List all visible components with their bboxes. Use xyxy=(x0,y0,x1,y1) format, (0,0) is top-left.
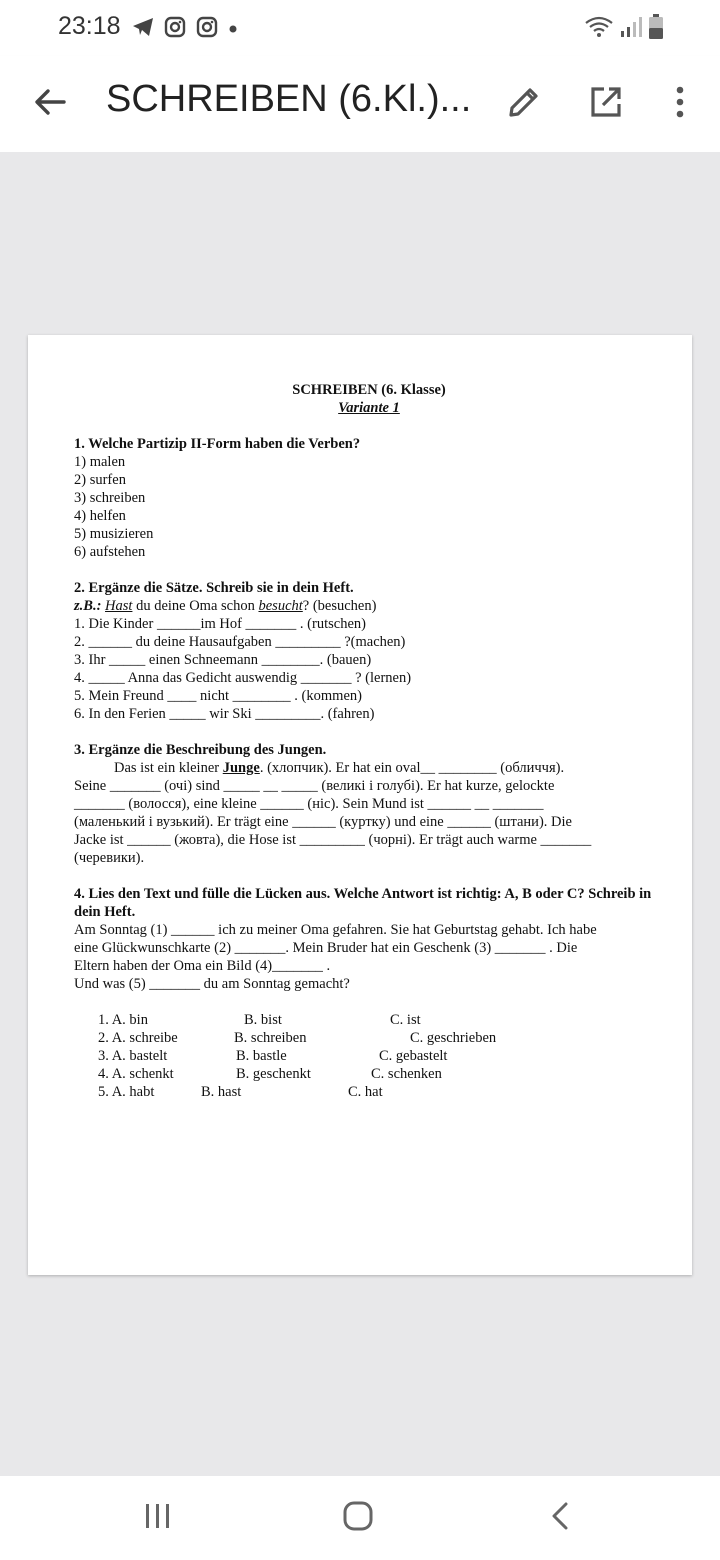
dot-icon xyxy=(228,21,238,39)
option-b: B. schreiben xyxy=(234,1030,307,1046)
list-item: 6. In den Ferien _____ wir Ski _________. (fahren) xyxy=(74,706,375,722)
home-icon xyxy=(342,1500,374,1537)
example-word1: Hast xyxy=(105,598,133,614)
task1-heading: 1. Welche Partizip II-Form haben die Verben? xyxy=(74,436,361,452)
task3-line: Jacke ist ______ (жовта), die Hose ist _________ (чорні). Er trägt auch warme _______ xyxy=(74,832,592,848)
document-page xyxy=(28,335,692,1275)
option-row xyxy=(74,1047,664,1065)
instagram-icon xyxy=(196,16,218,43)
recent-apps-icon xyxy=(143,1502,173,1535)
list-item: 1. Die Kinder ______im Hof _______ . (rutschen) xyxy=(74,616,366,632)
signal-icon xyxy=(620,15,642,44)
battery-icon xyxy=(648,14,664,45)
recent-apps-button[interactable] xyxy=(136,1498,180,1538)
open-external-icon xyxy=(589,85,623,124)
instagram-icon xyxy=(164,16,186,43)
worksheet-variant: Variante 1 xyxy=(338,400,400,416)
task3-line xyxy=(74,759,664,777)
option-row xyxy=(74,1065,664,1083)
back-arrow-icon xyxy=(34,88,66,121)
document-content xyxy=(74,381,664,1101)
document-title: SCHREIBEN (6.Kl.)... xyxy=(106,78,472,120)
list-item: 3. Ihr _____ einen Schneemann ________. (bauen) xyxy=(74,652,372,668)
home-button[interactable] xyxy=(336,1496,380,1540)
task2 xyxy=(74,579,664,723)
example-middle: du deine Oma schon xyxy=(132,598,259,614)
example-end: ? (besuchen) xyxy=(302,598,377,614)
option-a: 2. A. schreibe xyxy=(98,1030,178,1046)
status-icons-right xyxy=(578,14,664,45)
option-b: B. hast xyxy=(201,1084,242,1100)
task4-line: Und was (5) _______ du am Sonntag gemacht? xyxy=(74,976,350,992)
task4-line: Eltern haben der Oma ein Bild (4)_______ . xyxy=(74,958,331,974)
option-a: 1. A. bin xyxy=(98,1012,148,1028)
example-word2: besucht xyxy=(258,598,303,614)
example-prefix: z.B.: xyxy=(74,598,102,614)
status-bar xyxy=(0,0,720,56)
task3-heading: 3. Ergänze die Beschreibung des Jungen. xyxy=(74,742,327,758)
line1-before: Das ist ein kleiner xyxy=(114,760,223,776)
option-row xyxy=(74,1029,664,1047)
wifi-icon xyxy=(584,15,614,44)
telegram-icon xyxy=(132,17,154,42)
back-button[interactable] xyxy=(26,80,74,128)
list-item: 4) helfen xyxy=(74,508,126,524)
task2-heading: 2. Ergänze die Sätze. Schreib sie in dein Heft. xyxy=(74,580,354,596)
option-c: C. geschrieben xyxy=(410,1030,497,1046)
task3-line: (маленький і вузький). Er trägt eine ______ (куртку) und eine ______ (штани). Die xyxy=(74,814,572,830)
back-icon xyxy=(550,1501,570,1536)
navigation-bar xyxy=(0,1476,720,1560)
edit-pencil-icon xyxy=(507,85,541,124)
list-item: 2. ______ du deine Hausaufgaben _________ ?(machen) xyxy=(74,634,406,650)
open-in-app-button[interactable] xyxy=(582,80,630,128)
list-item: 5. Mein Freund ____ nicht ________ . (kommen) xyxy=(74,688,362,704)
option-c: C. schenken xyxy=(371,1066,442,1082)
task4 xyxy=(74,885,664,1101)
option-c: C. gebastelt xyxy=(379,1048,448,1064)
edit-button[interactable] xyxy=(500,80,548,128)
task1 xyxy=(74,435,664,561)
task4-line: eine Glückwunschkarte (2) _______. Mein Bruder hat ein Geschenk (3) _______ . Die xyxy=(74,940,578,956)
status-icons-left xyxy=(132,16,248,43)
option-a: 3. A. bastelt xyxy=(98,1048,168,1064)
list-item: 6) aufstehen xyxy=(74,544,146,560)
task3-line: _______ (волосся), eine kleine ______ (ніс). Sein Mund ist ______ __ _______ xyxy=(74,796,544,812)
option-b: B. geschenkt xyxy=(236,1066,311,1082)
list-item: 5) musizieren xyxy=(74,526,154,542)
line1-after: . (хлопчик). Er hat ein oval__ ________ (обличчя). xyxy=(259,760,565,776)
option-b: B. bist xyxy=(244,1012,282,1028)
option-row xyxy=(74,1083,664,1101)
worksheet-title: SCHREIBEN (6. Klasse) xyxy=(292,382,446,398)
task4-heading: 4. Lies den Text und fülle die Lücken aus. Welche Antwort ist richtig: A, B oder C? Schreib in dein Heft. xyxy=(74,886,652,920)
system-back-button[interactable] xyxy=(538,1498,582,1538)
task2-example xyxy=(74,597,664,615)
task3-line: (черевики). xyxy=(74,850,145,866)
option-c: C. hat xyxy=(348,1084,383,1100)
task4-options xyxy=(74,1011,664,1101)
list-item: 1) malen xyxy=(74,454,126,470)
app-bar xyxy=(0,56,720,152)
status-time: 23:18 xyxy=(58,12,121,40)
more-options-button[interactable] xyxy=(656,80,704,128)
option-b: B. bastle xyxy=(236,1048,287,1064)
list-item: 4. _____ Anna das Gedicht auswendig _______ ? (lernen) xyxy=(74,670,412,686)
list-item: 3) schreiben xyxy=(74,490,146,506)
task3-line: Seine _______ (очі) sind _____ __ _____ (великі і голубі). Er hat kurze, gelockte xyxy=(74,778,555,794)
task3 xyxy=(74,741,664,867)
task4-line: Am Sonntag (1) ______ ich zu meiner Oma gefahren. Sie hat Geburtstag gehabt. Ich habe xyxy=(74,922,597,938)
option-c: C. ist xyxy=(390,1012,421,1028)
option-a: 4. A. schenkt xyxy=(98,1066,174,1082)
more-vert-icon xyxy=(675,86,685,123)
option-a: 5. A. habt xyxy=(98,1084,155,1100)
line1-bold: Junge xyxy=(222,760,260,776)
option-row xyxy=(74,1011,664,1029)
list-item: 2) surfen xyxy=(74,472,126,488)
